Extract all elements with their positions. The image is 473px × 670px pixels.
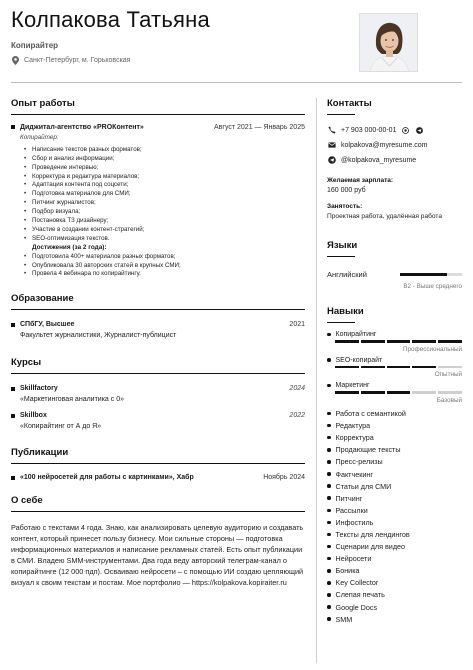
skill-level-segment — [387, 366, 411, 369]
experience-section — [11, 98, 305, 279]
skill-tag-label: Google Docs — [335, 602, 378, 612]
skill-level-segment — [335, 340, 359, 343]
skill-tag-label: Инфостиль — [335, 517, 374, 527]
skill-tag-label: Корректура — [335, 433, 374, 443]
skill-level-segment — [361, 366, 385, 369]
bullet-dot — [327, 521, 331, 525]
section-title-contacts: Контакты — [327, 98, 372, 109]
job-position: Копирайтер: — [20, 134, 59, 141]
section-divider — [327, 114, 355, 115]
about-section — [11, 495, 305, 588]
employment-block — [327, 203, 462, 220]
bullet-dot — [327, 484, 331, 488]
skill-level-segment — [438, 391, 462, 394]
contacts-section — [327, 98, 462, 220]
skill-tag-label: Пресс-релизы — [335, 457, 383, 467]
bullet-marker — [11, 414, 15, 418]
skill-tag-label: Фактчекинг — [335, 469, 373, 479]
skill-level-text: Базовый — [436, 396, 462, 404]
skill-level-segment — [438, 340, 462, 343]
section-title-languages: Языки — [327, 240, 358, 251]
section-divider — [11, 114, 305, 115]
skill-tag — [327, 577, 462, 589]
telegram-handle[interactable]: @kolpakova_myresume — [341, 156, 417, 164]
list-item: • Подготовила 400+ материалов разных форматов; — [32, 253, 305, 262]
section-divider — [11, 463, 305, 464]
skill-tag — [327, 553, 462, 565]
bullet-dot — [327, 424, 331, 428]
bullet-dot — [327, 333, 331, 337]
column-divider — [316, 98, 317, 663]
skill-label: Копирайтинг — [335, 331, 377, 338]
bullet-dot — [327, 496, 331, 500]
list-item: • Питчинг журналистов; — [32, 199, 305, 208]
skill-tag — [327, 480, 462, 492]
skill-tag-label: Key Collector — [335, 578, 379, 588]
skill-level-segment — [438, 366, 462, 369]
job-dates: Август 2021 — Январь 2025 — [214, 124, 305, 131]
skill-tag — [327, 504, 462, 516]
duties-list — [11, 146, 305, 244]
skills-section — [327, 306, 462, 625]
languages-section — [327, 240, 462, 290]
list-item: • Постановка ТЗ дизайнеру; — [32, 217, 305, 226]
section-title-about: О себе — [11, 495, 43, 507]
bullet-dot — [327, 605, 331, 609]
list-item: • SEO-оптимизация текстов. — [32, 235, 305, 244]
salary-block — [327, 177, 462, 194]
bullet-dot — [327, 569, 331, 573]
section-divider — [11, 373, 305, 374]
bullet-marker — [11, 387, 15, 391]
skill-level-segment — [361, 391, 385, 394]
bullet-marker — [11, 125, 15, 129]
skill-level-bar — [335, 340, 462, 343]
course-year: 2024 — [289, 385, 305, 393]
publications-section — [11, 447, 305, 481]
contact-telegram — [327, 155, 462, 165]
skill-tag — [327, 589, 462, 601]
list-item: • Сбор и анализ информации; — [32, 155, 305, 164]
rated-skill — [327, 357, 462, 379]
email-address[interactable]: kolpakova@myresume.com — [341, 141, 428, 149]
right-column — [327, 98, 462, 625]
course-item — [11, 412, 305, 430]
achievements-title: Достижения (за 2 года): — [32, 243, 107, 251]
profile-photo — [359, 13, 418, 72]
employment-label: Занятость: — [327, 203, 363, 210]
header-divider — [11, 82, 462, 83]
publication-name: «100 нейросетей для работы с картинками», Хабр — [20, 474, 194, 482]
publication-date: Ноябрь 2024 — [263, 474, 305, 482]
bullet-dot — [327, 358, 331, 362]
skill-tag — [327, 444, 462, 456]
bullet-dot — [327, 472, 331, 476]
bullet-dot — [327, 557, 331, 561]
employment-value: Проектная работа, удалённая работа — [327, 213, 443, 220]
skill-level-segment — [361, 340, 385, 343]
salary-value: 160 000 руб — [327, 187, 366, 194]
list-item: • Проведение интервью; — [32, 164, 305, 173]
job-company — [11, 124, 144, 131]
section-divider — [327, 256, 355, 257]
section-title-courses: Курсы — [11, 357, 42, 369]
publication-item — [11, 474, 305, 481]
skill-tag — [327, 492, 462, 504]
location — [11, 56, 130, 65]
skill-level-segment — [412, 391, 436, 394]
section-divider — [11, 309, 305, 310]
course-name: Skillfactory — [20, 385, 58, 393]
section-divider — [11, 511, 305, 512]
contact-phone — [327, 125, 462, 135]
skill-tag-label: Питчинг — [335, 493, 363, 503]
skill-tag — [327, 613, 462, 625]
skill-tag — [327, 432, 462, 444]
skill-name — [327, 331, 462, 338]
salary-label: Желаемая зарплата: — [327, 177, 394, 184]
skill-tag — [327, 408, 462, 420]
education-section — [11, 293, 305, 339]
section-divider — [327, 322, 355, 323]
section-title-publications: Публикации — [11, 447, 69, 459]
course-provider — [11, 385, 58, 392]
bullet-dot — [327, 448, 331, 452]
skill-tag-label: Статьи для СМИ — [335, 481, 392, 491]
list-item: • Написание текстов разных форматов; — [32, 146, 305, 155]
courses-section — [11, 357, 305, 430]
bullet-dot — [327, 581, 331, 585]
phone-number[interactable]: +7 903 000-00-01 — [341, 126, 397, 134]
skill-tag-label: Редактура — [335, 421, 371, 431]
language-level-fill — [400, 273, 447, 276]
skill-level-segment — [387, 391, 411, 394]
skill-tag-label: Слепая печать — [335, 590, 385, 600]
list-item: • Адаптация контента под соцсети; — [32, 181, 305, 190]
skill-tag-label: Сценарии для видео — [335, 542, 406, 552]
education-header — [11, 321, 305, 328]
section-title-education: Образование — [11, 293, 74, 305]
skill-tag — [327, 541, 462, 553]
left-column — [11, 98, 305, 588]
skill-tag-label: SMM — [335, 614, 353, 624]
section-title-skills: Навыки — [327, 306, 364, 317]
skill-tag-label: Нейросети — [335, 554, 372, 564]
course-provider — [11, 412, 47, 419]
phone-icon — [327, 126, 336, 135]
job-header — [11, 124, 305, 131]
bullet-marker — [11, 323, 15, 327]
email-icon — [327, 141, 336, 150]
skill-tag — [327, 516, 462, 528]
whatsapp-icon[interactable] — [401, 126, 410, 135]
language-level-text: B2 - Выше среднего — [403, 283, 462, 290]
bullet-dot — [327, 533, 331, 537]
education-year: 2021 — [289, 321, 305, 329]
bullet-dot — [327, 412, 331, 416]
rated-skills-list — [327, 331, 462, 404]
course-item — [11, 385, 305, 403]
bullet-dot — [327, 509, 331, 513]
list-item: • Участие в создании контент-стратегий; — [32, 226, 305, 235]
skill-level-segment — [335, 366, 359, 369]
candidate-role: Копирайтер — [11, 41, 59, 50]
skill-name — [327, 382, 462, 389]
skill-tag — [327, 528, 462, 540]
skill-level-segment — [387, 340, 411, 343]
list-item: • Опубликовала 30 авторских статей в крупных СМИ; — [32, 262, 305, 271]
achievements-list — [11, 253, 305, 280]
bullet-dot — [327, 545, 331, 549]
course-name: Skillbox — [20, 412, 47, 420]
skill-level-text: Профессиональный — [403, 345, 462, 353]
rated-skill — [327, 331, 462, 353]
list-item: • Подбор визуала; — [32, 208, 305, 217]
location-text: Санкт-Петербург, м. Горьковская — [24, 57, 131, 64]
list-item: • Корректура и редактура материалов; — [32, 173, 305, 182]
skill-level-segment — [412, 366, 436, 369]
bullet-dot — [327, 384, 331, 388]
contact-list — [327, 125, 462, 165]
course-detail: «Копирайтинг от А до Я» — [20, 423, 102, 431]
section-title-experience: Опыт работы — [11, 98, 75, 109]
location-pin-icon — [11, 56, 20, 65]
education-school — [11, 321, 74, 328]
company-name: Диджитал-агентство «PROКонтент» — [20, 124, 144, 131]
language-level-bar — [400, 273, 462, 276]
skill-name — [327, 357, 462, 364]
skill-tags-list — [327, 408, 462, 626]
bullet-dot — [327, 617, 331, 621]
telegram-icon — [327, 156, 336, 165]
skill-tag — [327, 456, 462, 468]
bullet-dot — [327, 436, 331, 440]
bullet-marker — [11, 476, 15, 480]
skill-level-text: Опытный — [434, 371, 462, 378]
course-header — [11, 412, 305, 419]
course-year: 2022 — [289, 412, 305, 420]
language-name: Английский — [327, 270, 367, 279]
candidate-name: Колпакова Татьяна — [11, 7, 210, 32]
telegram-icon[interactable] — [415, 126, 424, 135]
rated-skill — [327, 382, 462, 404]
bullet-dot — [327, 593, 331, 597]
skill-level-segment — [335, 391, 359, 394]
course-detail: «Маркетинговая аналитика с 0» — [20, 396, 124, 404]
education-detail: Факультет журналистики, Журналист-публицист — [20, 332, 177, 340]
about-text: Работаю с текстами 4 года. Знаю, как анализировать целевую аудиторию и создавать контент, который принесет пользу бизнесу. Мои сильные стороны — подготовка информационных материалов и написание рекламных статей. Есть опыт публикации в СМИ. Владею SMM-инструментами. Два года веду авторский телеграм-канал о копирайтинге (12 000 пдп). Осваиваю нейросети – с помощью ИИ создаю цепляющий визуал к своим текстам и постам. Мое портфолио — https://kolpakova.kopiraiter.ru — [11, 523, 304, 588]
skill-level-bar — [335, 391, 462, 394]
language-item — [327, 270, 462, 279]
bullet-dot — [327, 460, 331, 464]
list-item: • Подготовка материалов для СМИ; — [32, 190, 305, 199]
skill-label: Маркетинг — [335, 382, 370, 389]
skill-label: SEO-копирайт — [335, 356, 383, 364]
skill-tag-label: Боника — [335, 566, 360, 576]
skill-level-bar — [335, 366, 462, 369]
school-name: СПбГУ, Высшее — [20, 321, 75, 329]
skill-tag-label: Тексты для лендингов — [335, 529, 410, 539]
skill-tag — [327, 420, 462, 432]
skill-tag — [327, 468, 462, 480]
skill-level-segment — [412, 340, 436, 343]
skill-tag-label: Работа с семантикой — [335, 409, 406, 419]
skill-tag-label: Продающие тексты — [335, 445, 401, 455]
skill-tag — [327, 601, 462, 613]
contact-email — [327, 140, 462, 150]
skill-tag — [327, 565, 462, 577]
course-header — [11, 385, 305, 392]
list-item: • Провела 4 вебинара по копирайтингу. — [32, 270, 305, 279]
publication-title — [11, 474, 194, 481]
skill-tag-label: Рассылки — [335, 505, 368, 515]
